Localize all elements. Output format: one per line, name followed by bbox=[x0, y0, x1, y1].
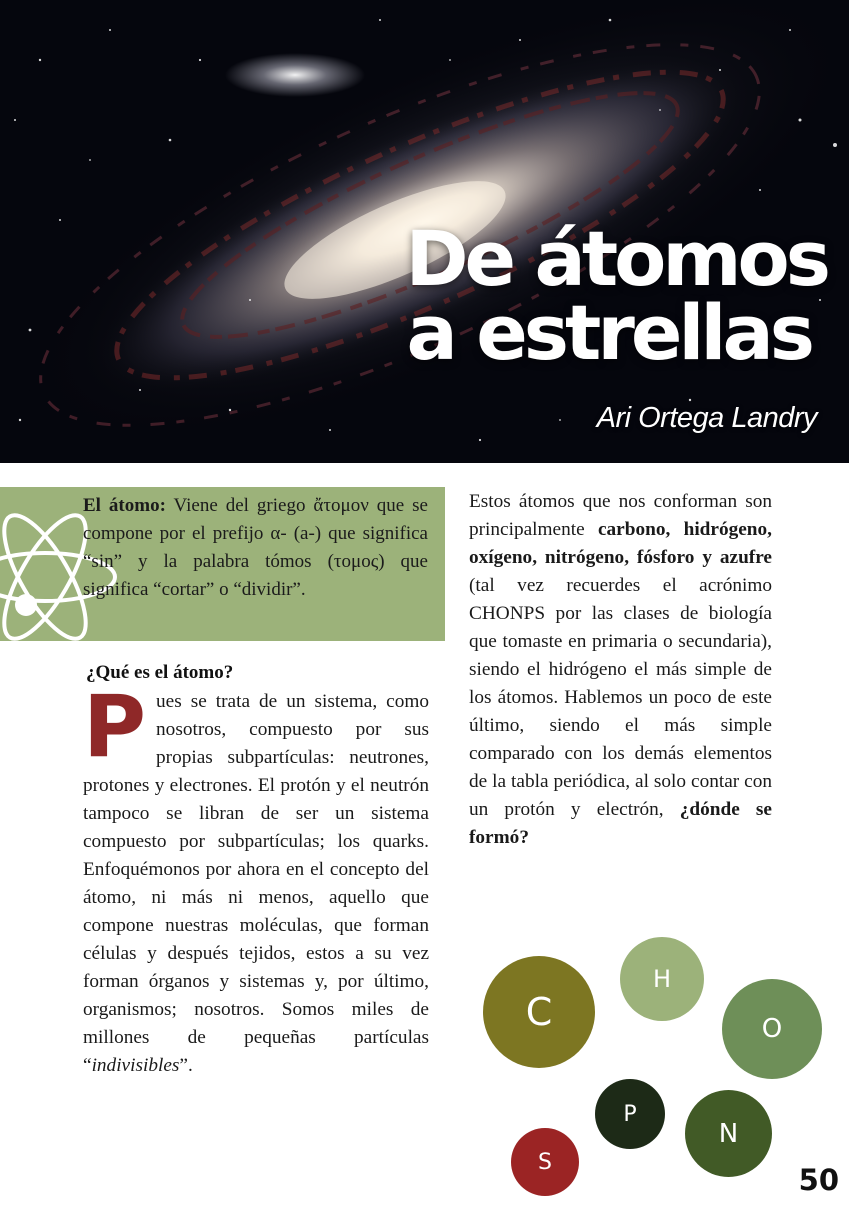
left-column-text bbox=[83, 677, 429, 1080]
element-circle-c bbox=[483, 956, 595, 1068]
right-column-text bbox=[469, 488, 772, 852]
element-symbol: O bbox=[761, 1014, 783, 1044]
element-symbol: P bbox=[623, 1101, 637, 1127]
italic-word: indivisibles bbox=[91, 1055, 180, 1076]
title-line-1: De átomos bbox=[405, 214, 827, 303]
element-circle-s bbox=[511, 1128, 579, 1196]
element-symbol: S bbox=[538, 1149, 552, 1175]
element-circle-p bbox=[595, 1079, 665, 1149]
title-line-2: a estrellas bbox=[406, 288, 811, 377]
element-symbol: C bbox=[525, 990, 553, 1034]
article-title bbox=[405, 214, 827, 377]
element-circle-o bbox=[722, 979, 822, 1079]
page-number: 50 bbox=[798, 1163, 839, 1197]
definition-text bbox=[83, 492, 428, 604]
definition-term: El átomo: bbox=[83, 495, 166, 516]
drop-cap: P bbox=[83, 677, 147, 777]
section-heading: ¿Qué es el átomo? bbox=[86, 662, 234, 683]
left-body: ues se trata de un sistema, como nosotros, compuesto por sus propias subpartículas: neutrones, protones y electrones. El protón y el neutrón tampoco se libran de ser un sistema compuesto por subpartículas; los quarks. Enfoquémonos por ahora en el concepto del átomo, ni más ni menos, aquello que compone nuestras moléculas, que forman células y después tejidos, estos a su vez forman órganos y sistemas y, por último, organismos; nosotros. Somos miles de millones de pequeñas partículas “ bbox=[83, 691, 429, 1076]
definition-body: Viene del griego ἄτομον que se compone por el prefijo α- (a-) que significa “sin” y la palabra tómos (τομος) que significa “cortar” o “dividir”. bbox=[83, 495, 428, 600]
hero-banner bbox=[0, 0, 849, 463]
element-names: carbono, hidrógeno, oxígeno, nitrógeno, fósforo y azufre bbox=[469, 519, 772, 568]
author-name: Ari Ortega Landry bbox=[596, 402, 817, 434]
element-symbol: H bbox=[652, 965, 672, 993]
left-body-end: ”. bbox=[179, 1055, 193, 1076]
element-symbol: N bbox=[718, 1118, 739, 1149]
element-circle-h bbox=[620, 937, 704, 1021]
closing-question: ¿dónde se formó? bbox=[469, 799, 772, 848]
right-text-1: Estos átomos que nos conforman son principalmente bbox=[469, 491, 772, 540]
right-text-2: (tal vez recuerdes el acrónimo CHONPS por las clases de biología que tomaste en primaria o secundaria), siendo el hidrógeno el más simple de los átomos. Hablemos un poco de este último, siendo el más simple comparado con los demás elementos de la tabla periódica, al solo contar con un protón y electrón, bbox=[469, 575, 772, 820]
definition-box bbox=[0, 487, 445, 641]
element-circle-n bbox=[685, 1090, 772, 1177]
